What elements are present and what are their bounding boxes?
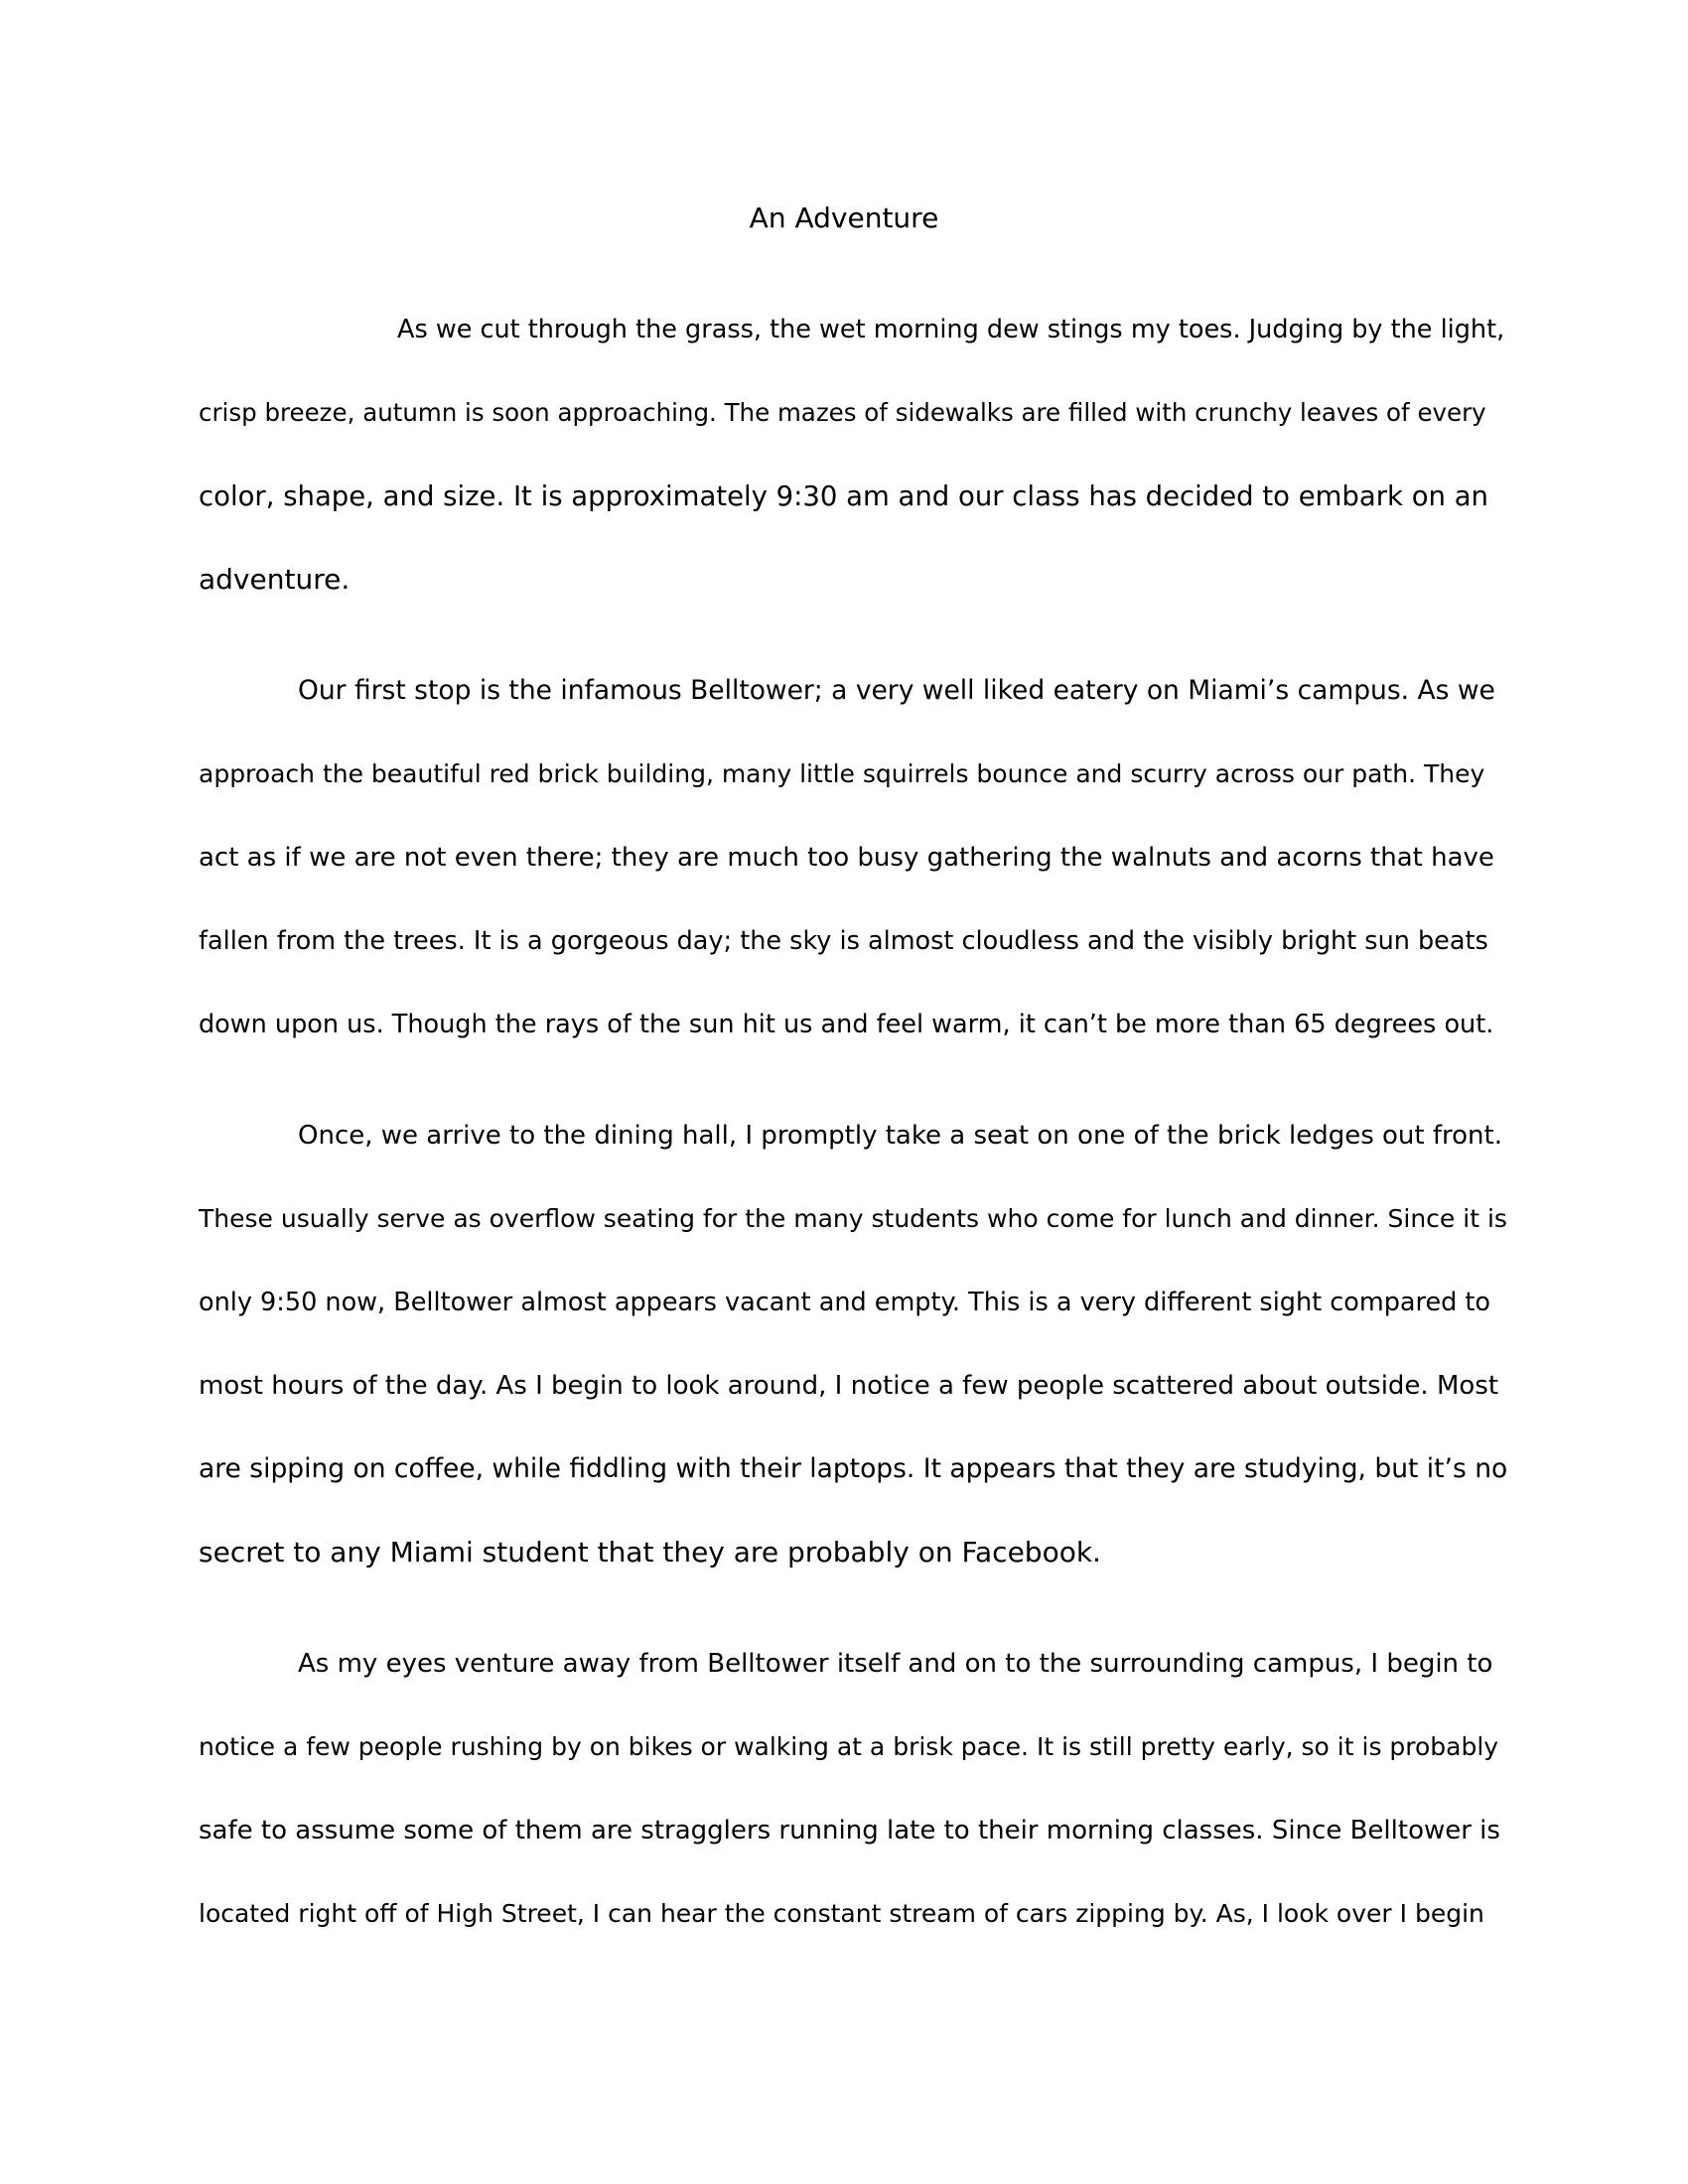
body-line: most hours of the day. As I begin to look around, I notice a few people scattered about outside. Most <box>199 1371 1499 1401</box>
body-line: crisp breeze, autumn is soon approaching. The mazes of sidewalks are filled with crunchy leaves of every <box>199 398 1486 427</box>
body-line: adventure. <box>199 563 351 596</box>
body-line: As my eyes venture away from Belltower itself and on to the surrounding campus, I begin to <box>298 1649 1493 1679</box>
body-line: Our first stop is the infamous Belltower; a very well liked eatery on Miami’s campus. As we <box>298 675 1495 706</box>
body-line: only 9:50 now, Belltower almost appears vacant and empty. This is a very different sight compared to <box>199 1288 1491 1317</box>
document-title: An Adventure <box>749 202 939 234</box>
body-line: are sipping on coffee, while fiddling with their laptops. It appears that they are studying, but it’s no <box>199 1453 1508 1484</box>
body-line: These usually serve as overflow seating for the many students who come for lunch and dinner. Since it is <box>199 1204 1507 1233</box>
body-line: safe to assume some of them are stragglers running late to their morning classes. Since Belltower is <box>199 1816 1500 1845</box>
body-line: Once, we arrive to the dining hall, I promptly take a seat on one of the brick ledges out front. <box>298 1121 1502 1151</box>
body-line: secret to any Miami student that they are probably on Facebook. <box>199 1536 1101 1569</box>
body-line: down upon us. Though the rays of the sun hit us and feel warm, it can’t be more than 65 degrees out. <box>199 1010 1494 1039</box>
body-line: approach the beautiful red brick building, many little squirrels bounce and scurry across our path. They <box>199 759 1485 788</box>
body-line: color, shape, and size. It is approximately 9:30 am and our class has decided to embark on an <box>199 480 1488 512</box>
body-line: notice a few people rushing by on bikes or walking at a brisk pace. It is still pretty early, so it is probably <box>199 1732 1499 1761</box>
body-line: act as if we are not even there; they are much too busy gathering the walnuts and acorns that have <box>199 843 1494 873</box>
body-line: fallen from the trees. It is a gorgeous day; the sky is almost cloudless and the visibly bright sun beats <box>199 926 1488 956</box>
body-line: As we cut through the grass, the wet morning dew stings my toes. Judging by the light, <box>397 315 1505 344</box>
body-line: located right off of High Street, I can hear the constant stream of cars zipping by. As, I look over I begin <box>199 1899 1484 1928</box>
